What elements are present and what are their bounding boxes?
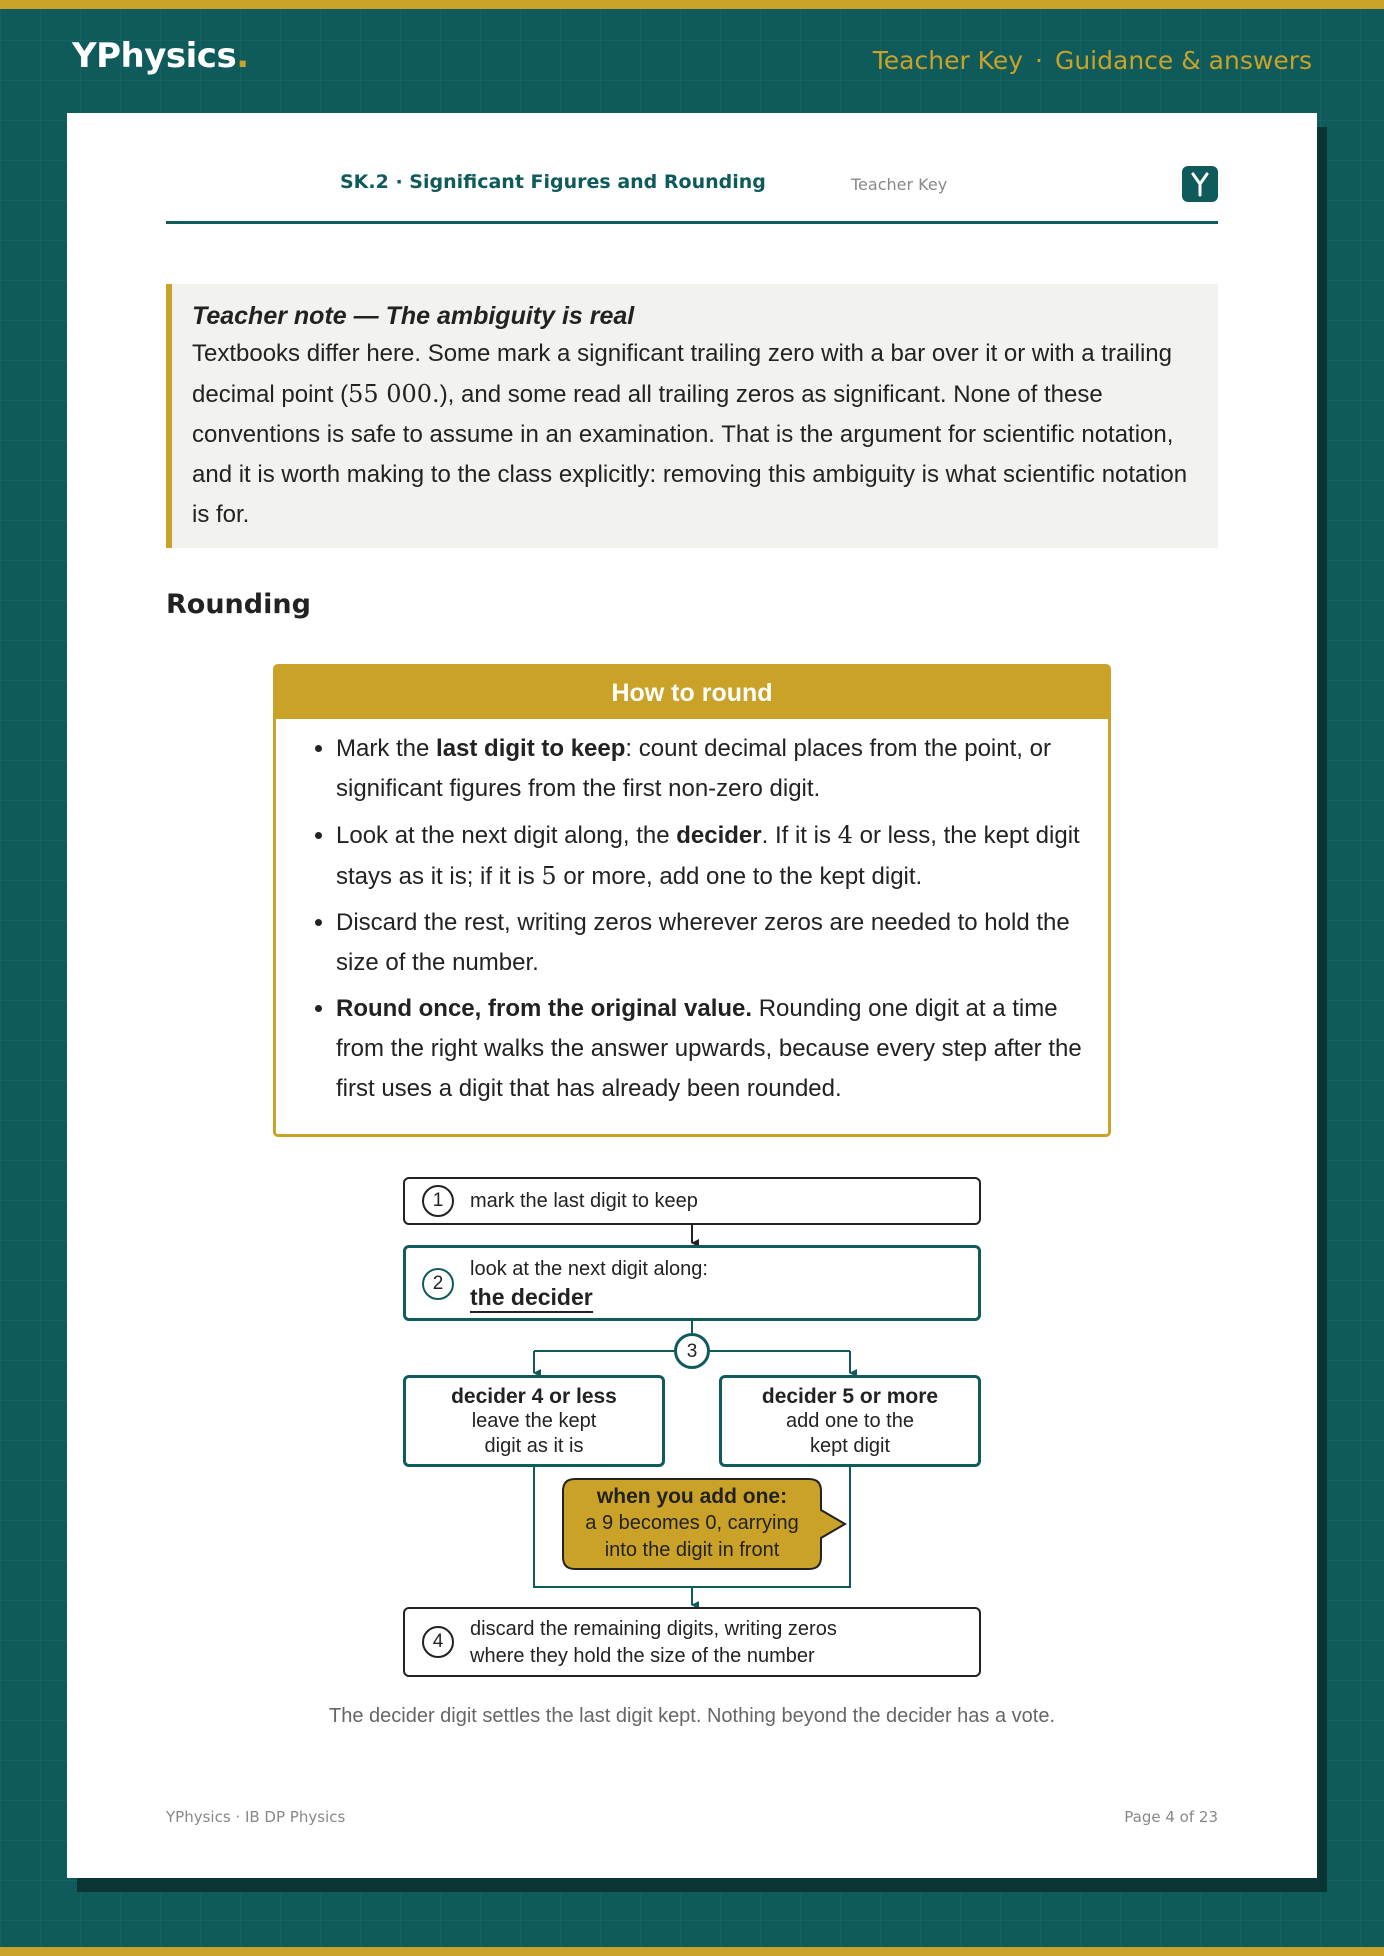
flow-branch-right [719,1375,981,1467]
brand-logo[interactable] [72,36,249,76]
footer-source: YPhysics · IB DP Physics [166,1808,346,1826]
branch-left-title: decider 4 or less [451,1385,617,1408]
figure-caption: The decider digit settles the last digit kept. Nothing beyond the decider has a vote. [329,1705,1055,1727]
step-4-line1: discard the remaining digits, writing zeros [470,1618,837,1640]
top-accent-bar [0,0,1384,9]
step-number: 4 [422,1626,454,1658]
decider-label: the decider [470,1284,593,1313]
flow-step-3-junction: 3 [674,1333,710,1369]
step-number: 1 [422,1185,454,1217]
teacher-note-title: Teacher note — The ambiguity is real [192,302,635,330]
list-item: • Discard the rest, writing zeros wherever zeros are needed to hold the size of the number. [336,903,1088,983]
brand-name: YPhysics [72,36,237,76]
branch-left-line1: leave the kept [471,1410,597,1432]
step-number: 2 [422,1268,454,1300]
note-text-2: ), and some read all trailing zeros as significant. None of these conventions is safe to assume in an examination. That is the argument for scientific notation, and it is worth making to the class explicitly: removing this ambiguity is what scientific notation is for. [192,381,1188,528]
callout-line2: into the digit in front [604,1539,780,1561]
flow-step-2 [403,1245,981,1321]
how-to-round-title: How to round [276,667,1108,719]
branch-right-line2: kept digit [809,1435,891,1457]
callout-title: when you add one: [596,1485,788,1508]
bottom-accent-bar [0,1947,1384,1956]
list-item: • Round once, from the original value. Rounding one digit at a time from the right walks the answer upwards, because every step after the first uses a digit that has already been rounded. [336,989,1088,1109]
branch-left-line2: digit as it is [484,1435,584,1457]
guidance-label: Guidance & answers [1054,46,1312,75]
section-heading: Rounding [166,589,311,620]
running-head-title: SK.2 · Significant Figures and Rounding [340,171,766,193]
branch-right-line1: add one to the [786,1410,914,1432]
running-head-subtitle: Teacher Key [851,175,948,194]
document-page [67,113,1317,1878]
flow-branch-left [403,1375,665,1467]
note-text-1: Textbooks differ here. Some mark a significant trailing zero with a bar over it or with a trailing decimal point ( [192,340,1172,408]
step-1-text: mark the last digit to keep [470,1190,698,1212]
header-separator: · [1035,46,1043,75]
callout-line1: a 9 becomes 0, carrying [585,1512,799,1534]
teacher-key-label: Teacher Key [872,46,1024,75]
flow-step-4 [403,1607,981,1677]
step-4-line2: where they hold the size of the number [470,1645,815,1667]
flow-step-1 [403,1177,981,1225]
page-number: Page 4 of 23 [1124,1808,1218,1826]
header-labels [873,46,1312,75]
callout-text [563,1483,821,1564]
list-item: • Look at the next digit along, the decider. If it is 4 or less, the kept digit stays as it is; if it is 5 or more, add one to the kept digit. [336,815,1088,897]
list-item: • Mark the last digit to keep: count decimal places from the point, or significant figures from the first non-zero digit. [336,729,1088,809]
brand-dot: . [236,36,249,76]
branch-right-title: decider 5 or more [761,1385,939,1408]
note-math: 55 000. [348,380,440,408]
step-2-text: look at the next digit along: [470,1258,708,1280]
